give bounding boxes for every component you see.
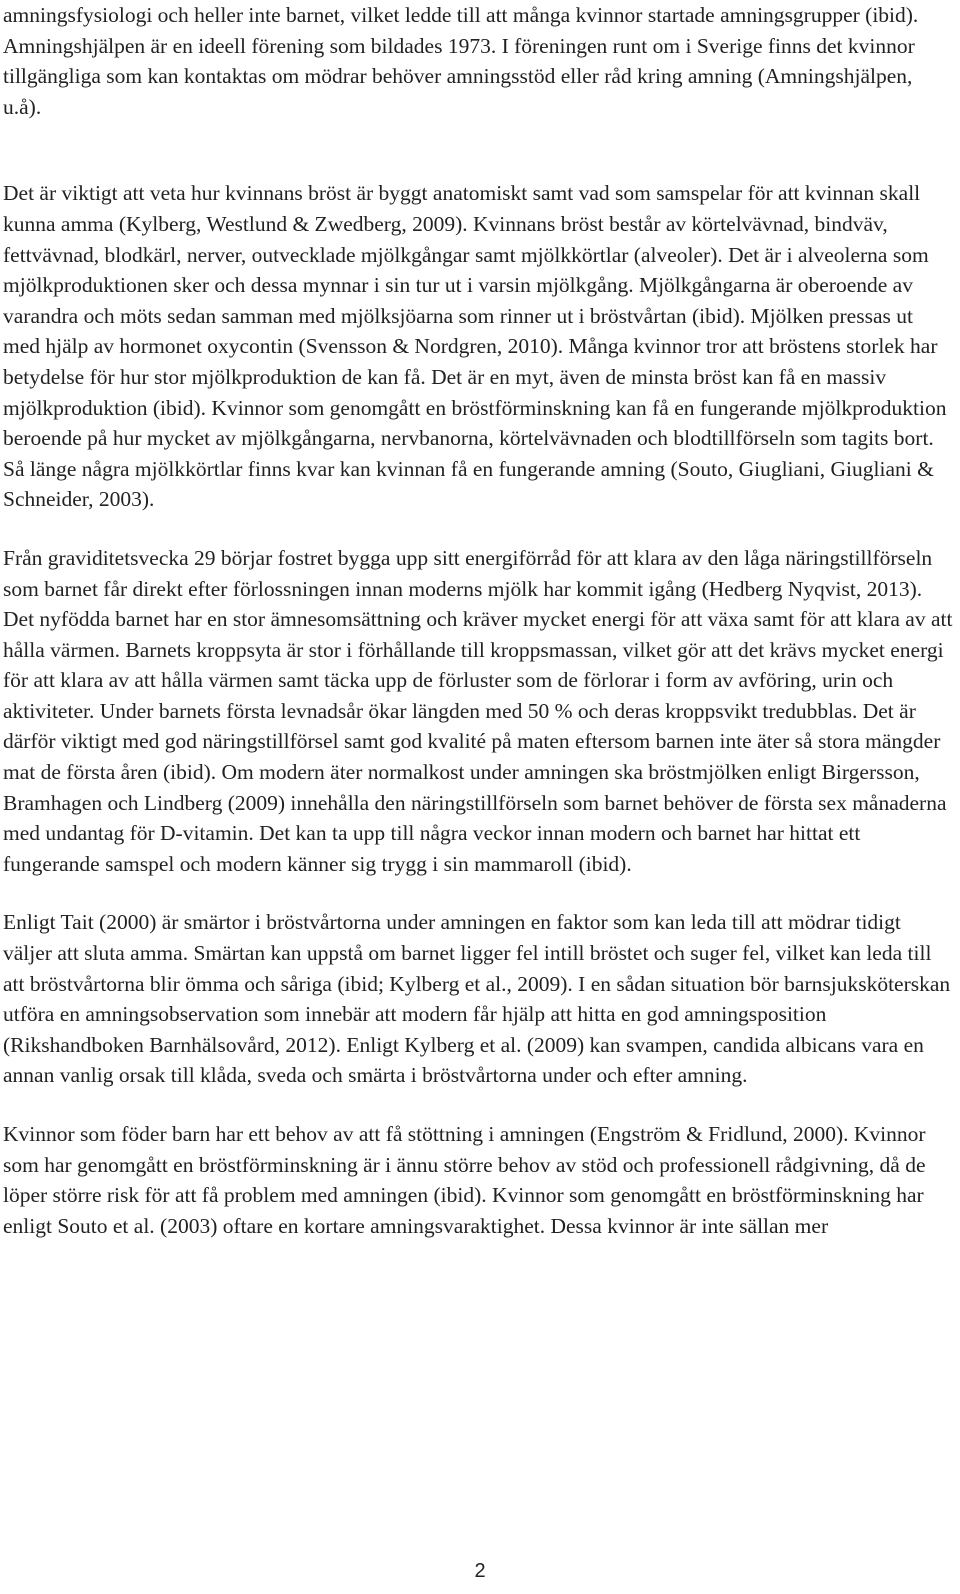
- page-number: 2: [474, 1560, 486, 1582]
- paragraph-naringstillforsel: Från graviditetsvecka 29 börjar fostret bygga upp sitt energiförråd för att klara av den låga näringstillförseln som barnet får direkt efter förlossningen innan moderns mjölk har kommit igång (Hedberg Nyqvist, 2013). Det nyfödda barnet har en stor ämnesomsättning och kräver mycket energi för att växa samt för att klara av att hålla värmen. Barnets kroppsyta är stor i förhållande till kroppsmassan, vilket gör att det krävs mycket energi för att klara av att hålla värmen samt täcka upp de förluster som de förlorar i form av avföring, urin och aktiviteter. Under barnets första levnadsår ökar längden med 50 % och deras kroppsvikt tredubblas. Det är därför viktigt med god näringstillförsel samt god kvalité på maten eftersom barnen inte äter så stora mängder mat de första åren (ibid). Om modern äter normalkost under amningen ska bröstmjölken enligt Birgersson, Bramhagen och Lindberg (2009) innehålla den näringstillförseln som barnet behöver de första sex månaderna med undantag för D-vitamin. Det kan ta upp till några veckor innan modern och barnet har hittat ett fungerande samspel och modern känner sig trygg i sin mammaroll (ibid).: [3, 545, 953, 876]
- paragraph-smartor: Enligt Tait (2000) är smärtor i bröstvårtorna under amningen en faktor som kan leda till att mödrar tidigt väljer att sluta amma. Smärtan kan uppstå om barnet ligger fel intill bröstet och suger fel, vilket kan leda till att bröstvårtorna blir ömma och såriga (ibid; Kylberg et al., 2009). I en sådan situation bör barnsjuksköterskan utföra en amningsobservation som innebär att modern får hjälp att hitta en god amningsposition (Rikshandboken Barnhälsovård, 2012). Enligt Kylberg et al. (2009) kan svampen, candida albicans vara en annan vanlig orsak till klåda, sveda och smärta i bröstvårtorna under och efter amning.: [3, 910, 951, 1088]
- paragraph-amningshjalpen: amningsfysiologi och heller inte barnet, vilket ledde till att många kvinnor startade amningsgrupper (ibid). Amningshjälpen är en ideell förening som bildades 1973. I föreningen runt om i Sverige finns det kvinnor tillgängliga som kan kontaktas om mödrar behöver amningsstöd eller råd kring amning (Amningshjälpen, u.å).: [3, 3, 919, 119]
- document-page: [3, 0, 953, 1241]
- paragraph-brost-anatomi: Det är viktigt att veta hur kvinnans bröst är byggt anatomiskt samt vad som samspelar för att kvinnan skall kunna amma (Kylberg, Westlund & Zwedberg, 2009). Kvinnans bröst består av körtelvävnad, bindväv, fettvävnad, blodkärl, nerver, outvecklade mjölkgångar samt mjölkkörtlar (alveoler). Det är i alveolerna som mjölkproduktionen sker och dessa mynnar i sin tur ut i varsin mjölkgång. Mjölkgångarna är oberoende av varandra och möts sedan samman med mjölksjöarna som rinner ut i bröstvårtan (ibid). Mjölken pressas ut med hjälp av hormonet oxycontin (Svensson & Nordgren, 2010). Många kvinnor tror att bröstens storlek har betydelse för hur stor mjölkproduktion de kan få. Det är en myt, även de minsta bröst kan få en massiv mjölkproduktion (ibid). Kvinnor som genomgått en bröstförminskning kan få en fungerande mjölkproduktion beroende på hur mycket av mjölkgångarna, nervbanorna, körtelvävnaden och blodtillförseln som tagits bort. Så länge några mjölkkörtlar finns kvar kan kvinnan få en fungerande amning (Souto, Giugliani, Giugliani & Schneider, 2003).: [3, 181, 947, 512]
- paragraph-stottning: Kvinnor som föder barn har ett behov av att få stöttning i amningen (Engström & Fridlund, 2000). Kvinnor som har genomgått en bröstförminskning är i ännu större behov av stöd och professionell rådgivning, då de löper större risk för att få problem med amningen (ibid). Kvinnor som genomgått en bröstförminskning har enligt Souto et al. (2003) oftare en kortare amningsvaraktighet. Dessa kvinnor är inte sällan mer: [3, 1122, 926, 1238]
